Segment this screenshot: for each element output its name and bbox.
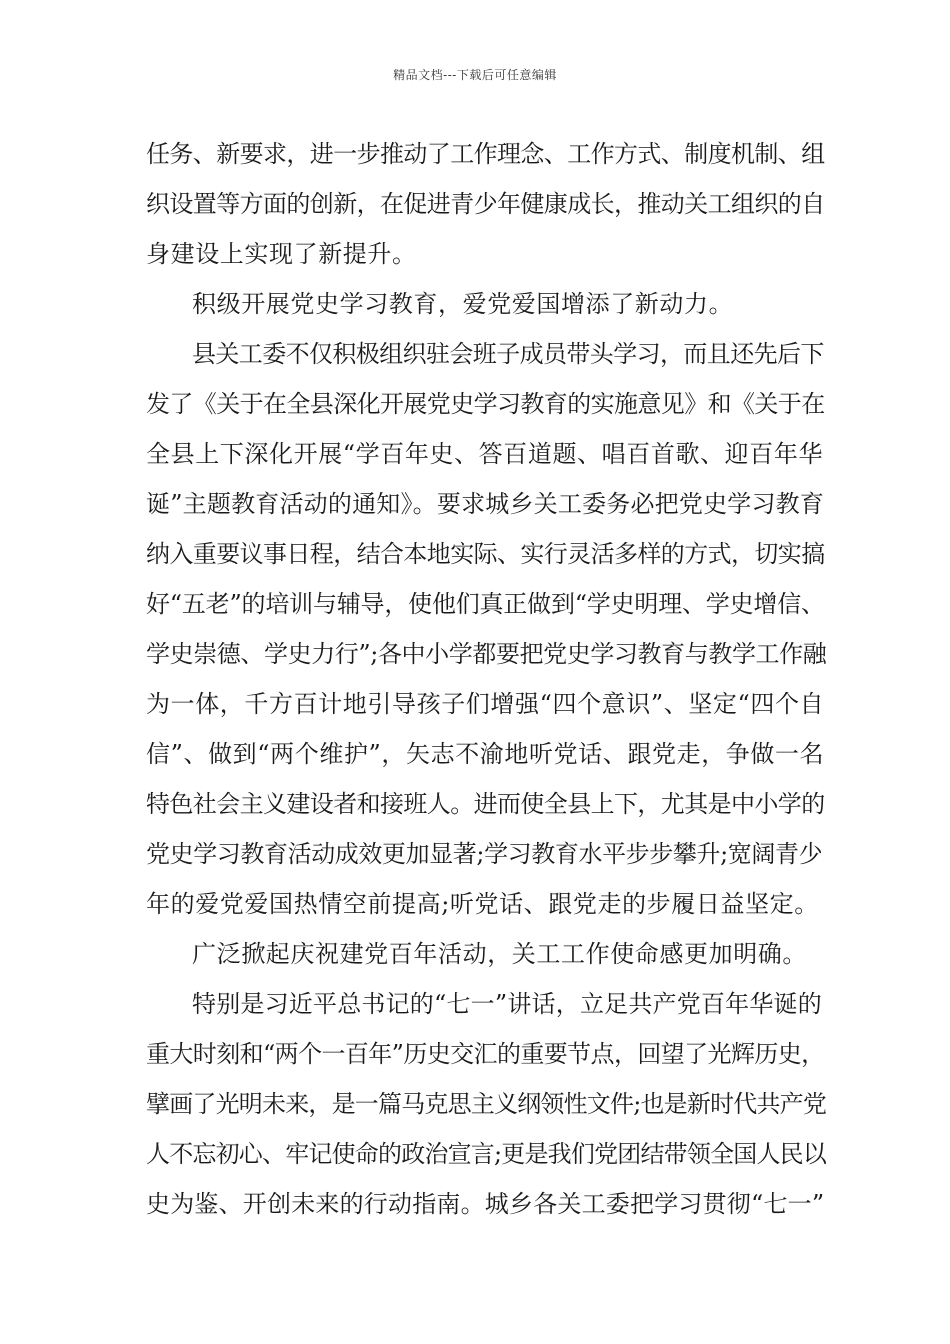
text-line: 特别是习近平总书记的“七一”讲话，立足共产党百年华诞的 — [192, 990, 822, 1018]
text-line: 任务、新要求，进一步推动了工作理念、工作方式、制度机制、组 — [146, 140, 825, 168]
text-line: 学史崇德、学史力行”;各中小学都要把党史学习教育与教学工作融 — [146, 640, 827, 668]
text-line: 为一体，千方百计地引导孩子们增强“四个意识”、坚定“四个自 — [146, 690, 825, 718]
text-line: 织设置等方面的创新，在促进青少年健康成长，推动关工组织的自 — [146, 190, 825, 218]
text-line: 信”、做到“两个维护”，矢志不渝地听党话、跟党走，争做一名 — [146, 740, 825, 768]
text-line: 县关工委不仅积极组织驻会班子成员带头学习，而且还先后下 — [192, 340, 824, 368]
text-line: 人不忘初心、牢记使命的政治宣言;更是我们党团结带领全国人民以 — [146, 1140, 827, 1168]
page-header: 精品文档---下载后可任意编辑 — [393, 68, 557, 82]
text-line: 好“五老”的培训与辅导，使他们真正做到“学史明理、学史增信、 — [146, 590, 825, 618]
text-line: 纳入重要议事日程，结合本地实际、实行灵活多样的方式，切实搞 — [146, 540, 825, 568]
section-heading: 积级开展党史学习教育，爱党爱国增添了新动力。 — [192, 290, 734, 318]
text-line: 擘画了光明未来，是一篇马克思主义纲领性文件;也是新时代共产党 — [146, 1090, 827, 1118]
text-line: 年的爱党爱国热情空前提高;听党话、跟党走的步履日益坚定。 — [146, 890, 819, 918]
text-line: 全县上下深化开展“学百年史、答百道题、唱百首歌、迎百年华 — [146, 440, 824, 468]
text-line: 诞”主题教育活动的通知》。要求城乡关工委务必把党史学习教育 — [146, 490, 825, 518]
text-line: 重大时刻和“两个一百年”历史交汇的重要节点，回望了光辉历史， — [146, 1040, 825, 1068]
document-body — [146, 129, 826, 1229]
section-heading: 广泛掀起庆祝建党百年活动，关工工作使命感更加明确。 — [192, 940, 807, 968]
text-line: 特色社会主义建设者和接班人。进而使全县上下，尤其是中小学的 — [146, 790, 825, 818]
text-line: 党史学习教育活动成效更加显著;学习教育水平步步攀升;宽阔青少 — [146, 840, 823, 868]
text-line: 身建设上实现了新提升。 — [146, 240, 417, 268]
text-line: 发了《关于在全县深化开展党史学习教育的实施意见》和《关于在 — [146, 390, 825, 418]
text-line: 史为鉴、开创未来的行动指南。城乡各关工委把学习贯彻“七一” — [146, 1190, 825, 1218]
